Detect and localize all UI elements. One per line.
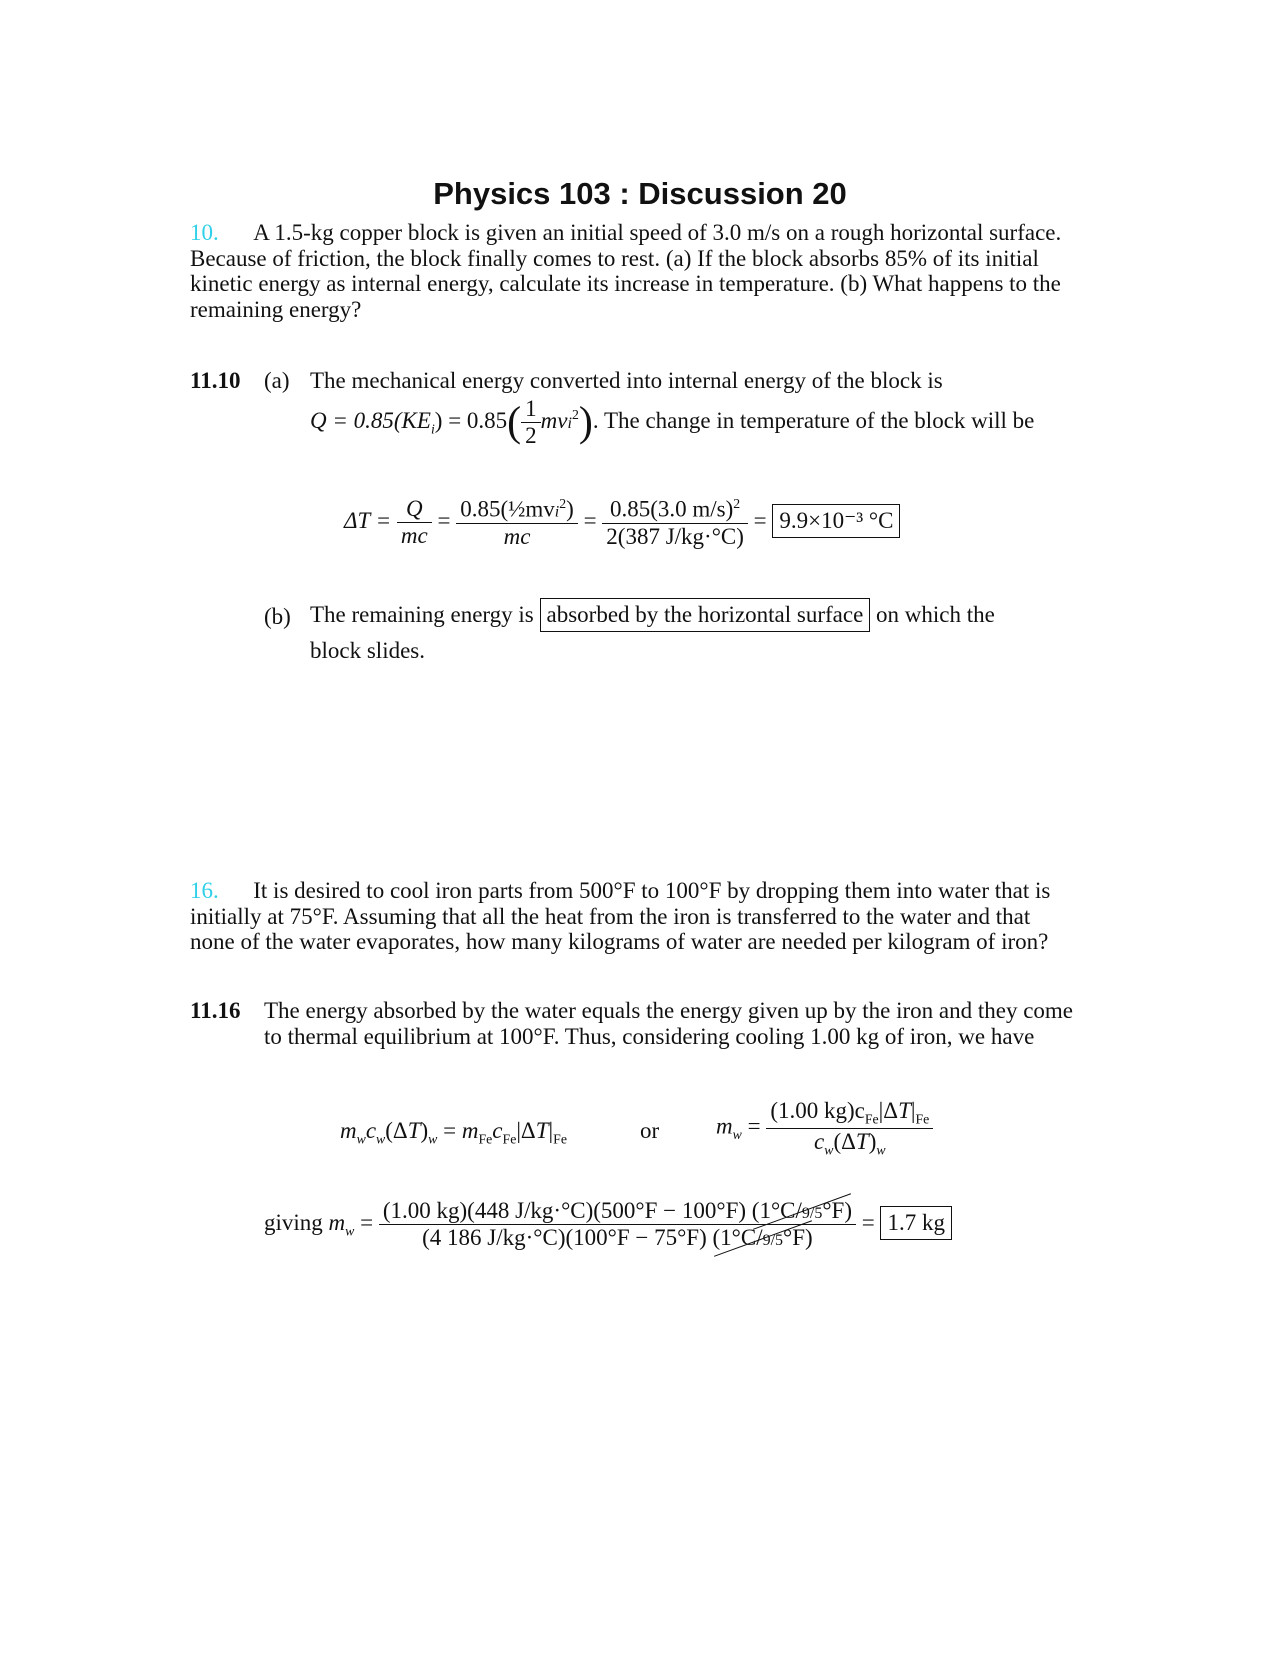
page-title: Physics 103 : Discussion 20 [433,176,847,211]
part-a-label: (a) [264,368,290,393]
solution-text: The energy absorbed by the water equals the energy given up by the iron and they come to thermal equilibrium at 100°F. Thus, considering cooling 1.00 kg of iron, we have [264,998,1073,1049]
problem-16 [190,878,1080,955]
result-delta-t: 9.9×10⁻³ °C [772,504,900,538]
solution-number: 11.16 [190,998,241,1023]
problem-number: 10. [190,220,219,245]
fraction-q-mc: $\frac{Q}{mc}$ [397,496,432,549]
q-equation: $Q = 0.85(KE_i) = 0.85$( $\frac{1}{2}$ mvi$^2$). The change in temperature of the block will be [310,396,1035,448]
solution-number: 11.10 [190,368,241,393]
part-b-label: (b) [264,604,291,629]
half-fraction: $\frac{1}{2}$ [521,396,541,449]
mw-equation: $m_w$ = $\frac{(1.00 kg)c_{Fe}|\Delta T|_{Fe}}{c_w(\Delta T)_w}$ [716,1098,933,1158]
part-b-text: The remaining energy is absorbed by the horizontal surface on which the [310,598,995,632]
mw-fraction: $\frac{(1.00 kg)c_{Fe}|\Delta T|_{Fe}}{c_w(\Delta T)_w}$ [766,1098,933,1158]
fraction-numeric: $\frac{0.85(3.0 m/s)^2}{2(387 J/kg\cdot^\circ C)}$ [602,496,748,550]
problem-text: A 1.5-kg copper block is given an initial speed of 3.0 m/s on a rough horizontal surface. Because of friction, the block finally comes to rest. (a) If the block absorbs 85% of its initial kinetic energy as internal energy, calculate its increase in temperature. (b) What happens to the remaining energy? [190,220,1062,322]
final-equation: giving $m_w$ = $\frac{(1.00 kg)(448 J/kg\cdot^\circ C)(500^\circ F - 100^\circ F) (1^\circ C/9/5^\circ F)}{(4 186 J/kg\cdot^\circ C)(100^\circ F - 75^\circ F) (1^\circ C/9/5^\circ F)}$ = 1.7 kg [264,1198,952,1251]
problem-10 [190,220,1100,322]
final-fraction: $\frac{(1.00 kg)(448 J/kg\cdot^\circ C)(500^\circ F - 100^\circ F) (1^\circ C/9/5^\circ F)}{(4 186 J/kg\cdot^\circ C)(100^\circ F - 75^\circ F) (1^\circ C/9/5^\circ F)}$ [379,1198,856,1251]
or-text: or [640,1118,660,1143]
problem-text: It is desired to cool iron parts from 500°F to 100°F by dropping them into water that is initially at 75°F. Assuming that all the heat from the iron is transferred to the water and that none of the water evaporates, how many kilograms of water are needed per kilogram of iron? [190,878,1051,954]
energy-balance-equation: $m_wc_w(\Delta T)_w = m_{Fe}c_{Fe}|\Delta T|_{Fe}$ [340,1118,567,1147]
problem-number: 16. [190,878,219,903]
delta-t-equation: ΔT = $\frac{Q}{mc}$ = $\frac{0.85(\frac{1}{2}mvi^2)}{mc}$ = $\frac{0.85(3.0 m/s)^2}{2(387 J/kg\cdot^\circ C)}$ = 9.9×10⁻³ °C [344,496,900,550]
part-b-line2: block slides. [310,638,425,663]
part-b-answer: absorbed by the horizontal surface [540,598,871,632]
result-mass: 1.7 kg [880,1206,952,1240]
part-a-text: The mechanical energy converted into internal energy of the block is [310,368,943,393]
fraction-ke-mc: $\frac{0.85(\frac{1}{2}mvi^2)}{mc}$ [456,496,578,550]
